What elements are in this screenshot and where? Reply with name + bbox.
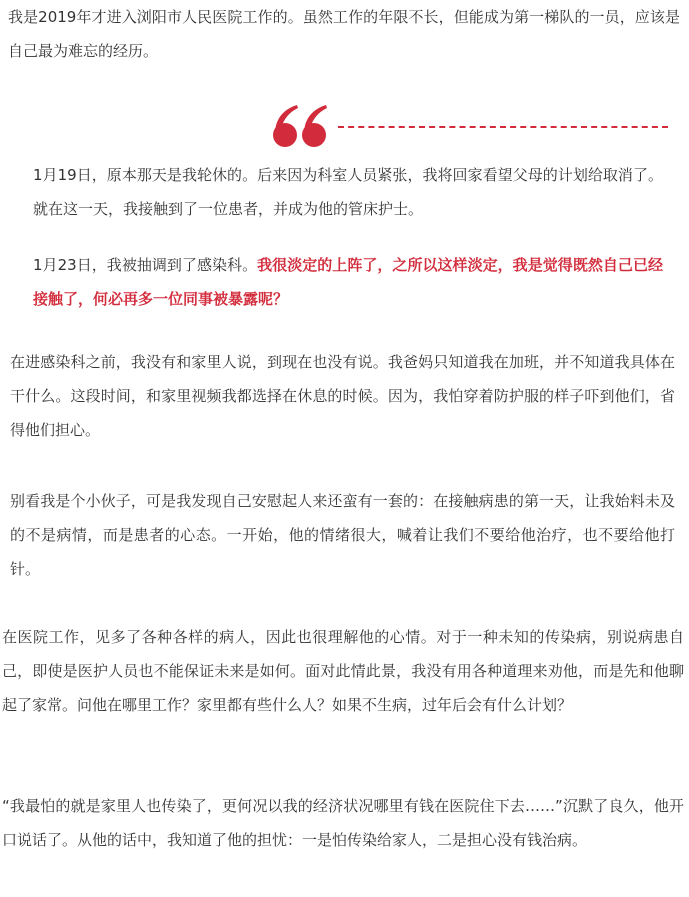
quote-mark-icon (270, 104, 330, 150)
paragraph-patient-worry: “我最怕的就是家里人也传染了，更何况以我的经济状况哪里有钱在医院住下去……”沉默了良久，他开口说话了。从他的话中，我知道了他的担忧：一是怕传染给家人，二是担心没有钱治病。 (2, 797, 684, 849)
paragraph-quote-jan19: 1月19日，原本那天是我轮休的。后来因为科室人员紧张，我将回家看望父母的计划给取消了。就在这一天，我接触到了一位患者，并成为他的管床护士。 (33, 166, 663, 218)
paragraph-quote-jan23 (33, 248, 663, 316)
paragraph-jan23-text: 1月23日，我被抽调到了感染科。 (33, 256, 258, 274)
paragraph-intro: 我是2019年才进入浏阳市人民医院工作的。虽然工作的年限不长，但能成为第一梯队的一员，应该是自己最为难忘的经历。 (8, 8, 680, 60)
quote-divider (338, 126, 668, 128)
paragraph-comfort: 别看我是个小伙子，可是我发现自己安慰起人来还蛮有一套的：在接触病患的第一天，让我始料未及的不是病情，而是患者的心态。一开始，他的情绪很大，喊着让我们不要给他治疗，也不要给他打针。 (10, 492, 675, 578)
paragraph-understanding: 在医院工作，见多了各种各样的病人，因此也很理解他的心情。对于一种未知的传染病，别说病患自己，即使是医护人员也不能保证未来是如何。面对此情此景，我没有用各种道理来劝他，而是先和他聊起了家常。问他在哪里工作？家里都有些什么人？如果不生病，过年后会有什么计划？ (2, 628, 684, 714)
paragraph-family: 在进感染科之前，我没有和家里人说，到现在也没有说。我爸妈只知道我在加班，并不知道我具体在干什么。这段时间，和家里视频我都选择在休息的时候。因为，我怕穿着防护服的样子吓到他们，省得他们担心。 (10, 353, 675, 439)
highlight-text: 我很淡定的上阵了，之所以这样淡定，我是觉得既然自己已经接触了，何必再多一位同事被暴露呢？ (33, 256, 663, 308)
